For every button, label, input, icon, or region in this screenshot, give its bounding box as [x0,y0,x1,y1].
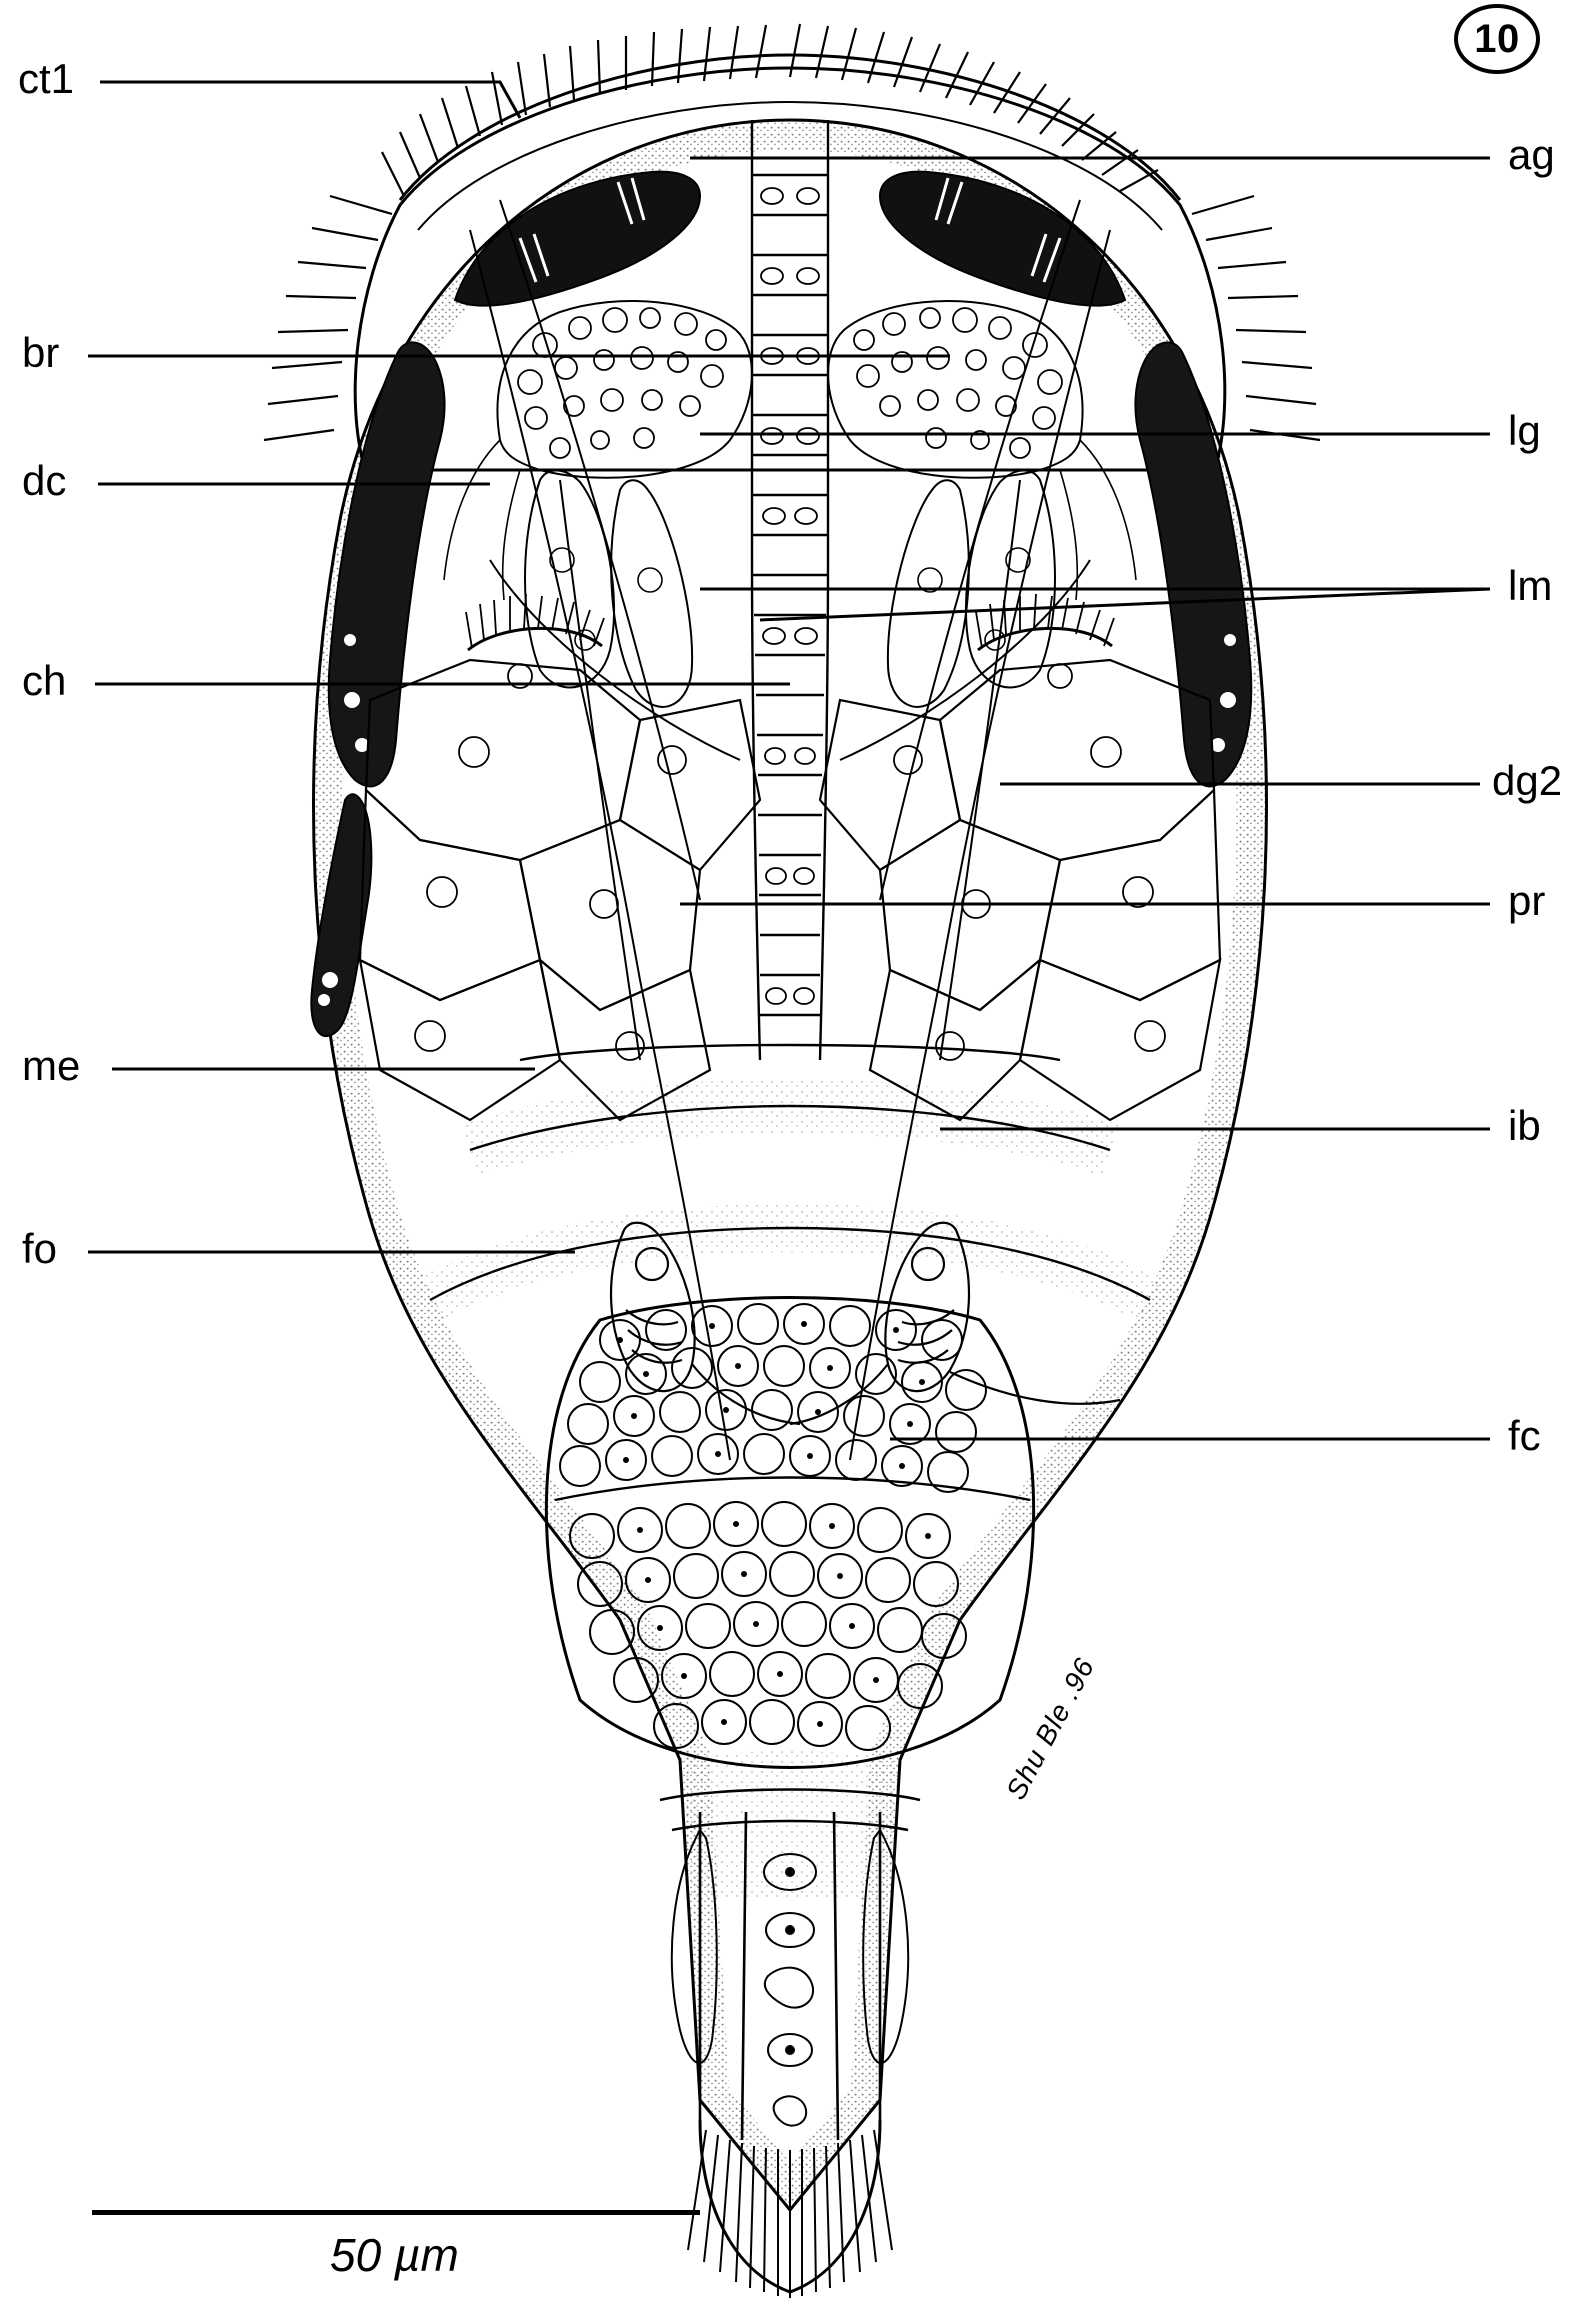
label-fc: fc [1508,1412,1541,1459]
scale-bar-label: 50 µm [330,2229,459,2281]
label-br: br [22,329,60,376]
label-ct1: ct1 [18,55,75,102]
figure-number-text: 10 [1474,16,1520,61]
label-ib: ib [1508,1102,1541,1149]
label-dc: dc [22,457,67,504]
label-ch: ch [22,657,67,704]
label-lg: lg [1508,407,1541,454]
scale-bar [92,2210,700,2215]
label-lm: lm [1508,562,1553,609]
label-pr: pr [1508,877,1546,924]
artist-signature: Shu Ble .96 [1000,1652,1101,1805]
label-fo: fo [22,1225,58,1272]
label-me: me [22,1042,81,1089]
label-dg2: dg2 [1492,757,1563,804]
label-ag: ag [1508,131,1555,178]
